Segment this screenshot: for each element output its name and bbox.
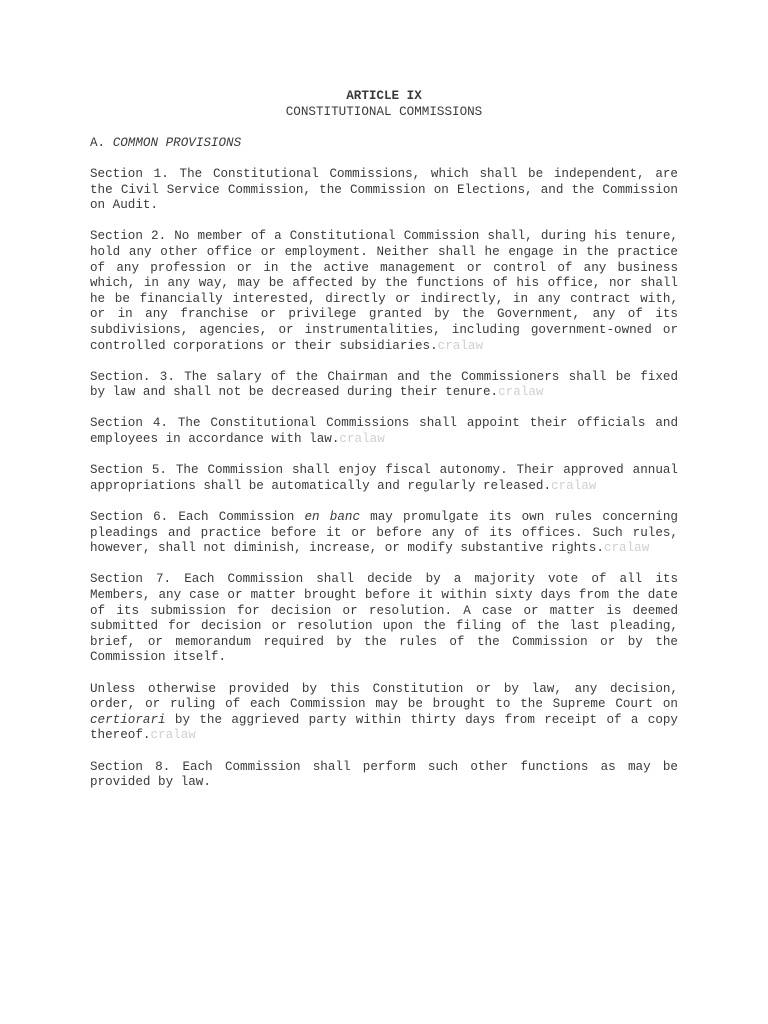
section-7-text: Section 7. Each Commission shall decide by a majority vote of all its Members, any case or matter brought before it within sixty days from the date of its submission for decision or resolution. A case or matter is deemed submitted for decision or resolution upon the filing of the last pleading, brief, or memorandum required by the rules of the Commission or by the Commission itself. [90,572,678,665]
section-7b-text-end: by the aggrieved party within thirty days from receipt of a copy thereof. [90,712,678,743]
section-6-italic: en banc [304,510,361,525]
section-1 [90,167,678,214]
section-2-text: Section 2. No member of a Constitutional Commission shall, during his tenure, hold any other office or employment. Neither shall he engage in the practice of any profession or in the active management or control of any business which, in any way, may be affected by the functions of his office, nor shall he be financially interested, directly or indirectly, in any contract with, or in any franchise or privilege granted by the Government, any of its subdivisions, agencies, or instrumentalities, including government-owned or controlled corporations or their subsidiaries. [90,229,678,353]
section-8-text: Section 8. Each Commission shall perform such other functions as may be provided by law. [90,759,678,790]
section-4 [90,416,678,447]
article-title: ARTICLE IX [346,89,422,103]
article-subtitle: CONSTITUTIONAL COMMISSIONS [285,104,483,119]
watermark-text: cralaw [437,338,484,353]
section-7-paragraph-2 [90,682,678,744]
part-title: COMMON PROVISIONS [112,135,242,150]
section-7 [90,572,678,666]
section-3 [90,370,678,401]
section-6-text-start: Section 6. Each Commission [90,510,305,525]
section-5 [90,463,678,494]
section-6-text-end: may promulgate its own rules concerning pleadings and practice before it or before any of its offices. Such rules, however, shall not diminish, increase, or modify substantive rights. [90,510,678,556]
section-2 [90,229,678,354]
section-8 [90,760,678,791]
part-letter: A. [90,135,106,150]
watermark-text: cralaw [339,432,385,447]
section-7b-italic: certiorari [90,712,166,727]
watermark-text: cralaw [150,728,196,743]
section-5-text: Section 5. The Commission shall enjoy fiscal autonomy. Their approved annual appropriations shall be automatically and regularly released. [90,463,678,493]
section-3-text: Section. 3. The salary of the Chairman and the Commissioners shall be fixed by law and shall not be decreased during their tenure. [90,369,678,400]
watermark-text: cralaw [603,541,650,556]
section-6 [90,510,678,557]
section-4-text: Section 4. The Constitutional Commissions shall appoint their officials and employees in accordance with law. [90,416,678,447]
section-1-text: Section 1. The Constitutional Commissions, which shall be independent, are the Civil Service Commission, the Commission on Elections, and the Commission on Audit. [90,166,678,213]
part-heading [90,136,678,152]
section-7b-text-start: Unless otherwise provided by this Constitution or by law, any decision, order, or ruling of each Commission may be brought to the Supreme Court on [90,681,678,712]
article-header [90,89,678,120]
document-page [90,89,678,791]
watermark-text: cralaw [498,385,544,400]
watermark-text: cralaw [551,478,597,493]
